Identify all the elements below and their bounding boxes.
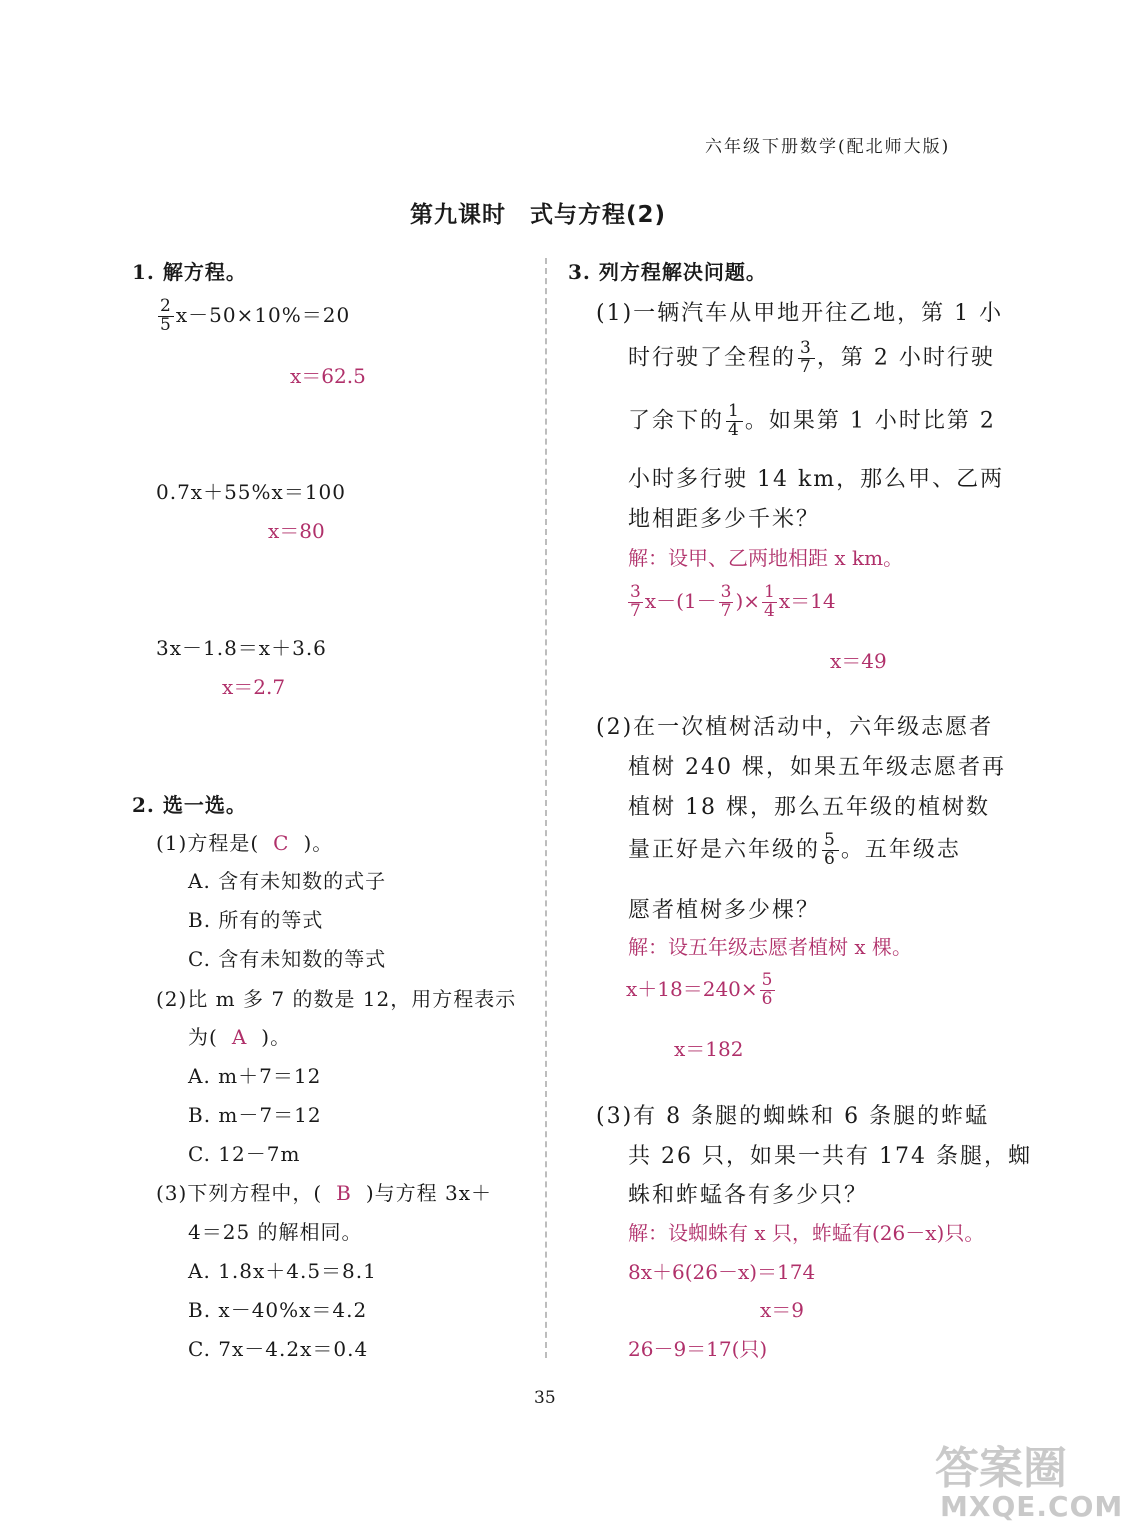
- q3-p3-line3: 蛛和蚱蜢各有多少只？: [628, 1183, 869, 1208]
- fraction-numerator: 1: [764, 582, 775, 602]
- q2-p3-option-c: C. 7x－4.2x＝0.4: [188, 1337, 369, 1361]
- q1-eq1: [156, 298, 350, 335]
- q3-p3-line2: 共 26 只，如果一共有 174 条腿，蜘: [628, 1144, 1032, 1169]
- text: 时行驶了全程的: [628, 345, 797, 371]
- text: x＋18＝240×: [626, 976, 758, 1001]
- fraction-numerator: 3: [800, 338, 813, 358]
- q2-p1-stem: [156, 827, 333, 856]
- watermark-url: MXQE.COM: [940, 1490, 1123, 1523]
- q1-eq1-rest: x－50×10%＝20: [175, 302, 351, 327]
- q2-p2-option-c: C. 12－7m: [188, 1142, 301, 1166]
- q3-p1-line1: (1)一辆汽车从甲地开往乙地，第 1 小: [596, 301, 1004, 326]
- fraction: [726, 403, 743, 440]
- fraction-denominator: 7: [720, 600, 732, 621]
- text: x－(1－: [644, 588, 717, 613]
- fraction-denominator: 7: [800, 356, 813, 377]
- q2-p1-answer: C: [273, 831, 290, 855]
- fraction-numerator: 3: [720, 582, 732, 602]
- q1-eq2-answer: x＝80: [268, 519, 325, 543]
- q1-eq3: 3x－1.8＝x＋3.6: [156, 636, 327, 660]
- q3-p3-line1: (3)有 8 条腿的蜘蛛和 6 条腿的蚱蜢: [596, 1104, 990, 1129]
- fraction-denominator: 4: [764, 600, 775, 621]
- q3-p3-solution: 解：设蜘蛛有 x 只，蚱蜢有(26－x)只。: [628, 1221, 985, 1245]
- q1-eq1-fraction: [158, 298, 174, 335]
- text: )×: [735, 588, 761, 613]
- page-number: 35: [534, 1388, 556, 1408]
- q3-p1-line2: [628, 340, 995, 377]
- fraction-numerator: 5: [761, 970, 773, 990]
- q3-p2-line5: 愿者植树多少棵？: [628, 898, 821, 923]
- q3-p1-solution: 解：设甲、乙两地相距 x km。: [628, 546, 904, 570]
- fraction: [798, 340, 815, 377]
- q1-eq3-answer: x＝2.7: [222, 675, 286, 699]
- q2-p1-option-c: C. 含有未知数的等式: [188, 947, 387, 971]
- stem-text: 为(: [188, 1025, 218, 1049]
- column-divider: [545, 258, 547, 1358]
- fraction-numerator: 2: [160, 296, 172, 316]
- q3-p2-equation: [626, 972, 777, 1009]
- fraction-numerator: 3: [630, 582, 641, 602]
- fraction-denominator: 6: [824, 848, 837, 869]
- stem-text: )。: [261, 1025, 292, 1049]
- stem-text: (1)方程是(: [156, 831, 260, 855]
- text: 。五年级志: [840, 837, 961, 863]
- q2-p1-option-b: B. 所有的等式: [188, 908, 324, 932]
- fraction-denominator: 4: [728, 419, 741, 440]
- q3-p1-line5: 地相距多少千米？: [628, 507, 821, 532]
- q2-p2-option-b: B. m－7＝12: [188, 1103, 322, 1127]
- q3-p2-line3: 植树 18 棵，那么五年级的植树数: [628, 795, 990, 820]
- q3-p1-answer: x＝49: [830, 649, 887, 673]
- q2-p2-option-a: A. m＋7＝12: [188, 1064, 322, 1088]
- q3-p2-answer: x＝182: [674, 1037, 744, 1061]
- q2-p3-stem: [156, 1177, 492, 1206]
- q1-eq2: 0.7x＋55%x＝100: [156, 480, 346, 504]
- stem-text: (3)下列方程中，(: [156, 1181, 323, 1205]
- q3-p2-line4: [628, 832, 961, 869]
- watermark-logo: 答案圈: [935, 1443, 1067, 1494]
- q2-p3-option-b: B. x－40%x＝4.2: [188, 1298, 368, 1322]
- fraction-numerator: 5: [824, 830, 837, 850]
- text: 了余下的: [628, 408, 725, 434]
- stem-text: )与方程 3x＋: [365, 1181, 493, 1205]
- text: 量正好是六年级的: [628, 837, 821, 863]
- stem-text: )。: [303, 831, 334, 855]
- q3-p3-equation: 8x＋6(26－x)＝174: [628, 1260, 816, 1284]
- lesson-title: 第九课时 式与方程(2): [410, 202, 667, 228]
- q2-p3-line2: 4＝25 的解相同。: [188, 1220, 363, 1244]
- q2-p2-line1: (2)比 m 多 7 的数是 12，用方程表示: [156, 987, 517, 1011]
- text: x＝14: [778, 588, 836, 613]
- q2-p3-answer: B: [336, 1181, 352, 1205]
- q3-p2-line1: (2)在一次植树活动中，六年级志愿者: [596, 715, 994, 740]
- q3-p3-final: 26－9＝17(只): [628, 1337, 768, 1361]
- q3-p1-equation: [626, 584, 836, 621]
- q3-p2-line2: 植树 240 棵，如果五年级志愿者再: [628, 755, 1006, 780]
- book-title: 六年级下册数学(配北师大版): [705, 137, 951, 157]
- q2-p2-stem: [188, 1021, 291, 1050]
- q2-label: 2. 选一选。: [132, 793, 247, 817]
- q3-label: 3. 列方程解决问题。: [568, 260, 767, 284]
- q3-p2-solution: 解：设五年级志愿者植树 x 棵。: [628, 935, 912, 959]
- q1-eq1-answer: x＝62.5: [290, 364, 366, 388]
- fraction-denominator: 6: [761, 988, 773, 1009]
- q3-p1-line3: [628, 403, 996, 440]
- q2-p3-option-a: A. 1.8x＋4.5＝8.1: [188, 1259, 377, 1283]
- q3-p1-line4: 小时多行驶 14 km，那么甲、乙两: [628, 467, 1005, 492]
- q2-p2-answer: A: [231, 1025, 248, 1049]
- fraction: [822, 832, 839, 869]
- q2-p1-option-a: A. 含有未知数的式子: [188, 869, 387, 893]
- text: ，第 2 小时行驶: [816, 345, 995, 371]
- fraction-denominator: 5: [160, 314, 172, 335]
- fraction-denominator: 7: [630, 600, 641, 621]
- q1-label: 1. 解方程。: [132, 260, 247, 284]
- fraction-numerator: 1: [728, 401, 741, 421]
- q3-p3-answer: x＝9: [760, 1298, 805, 1322]
- text: 。如果第 1 小时比第 2: [744, 408, 996, 434]
